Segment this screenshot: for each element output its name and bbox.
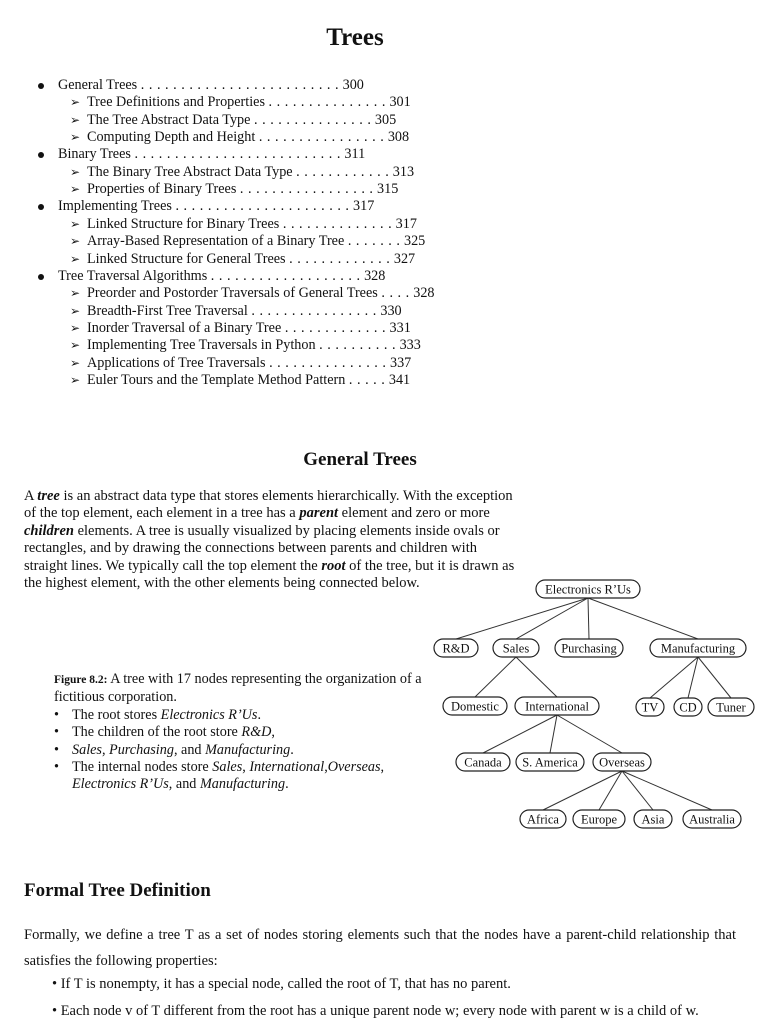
toc-page-number: 317	[395, 215, 417, 232]
tree-node-label: Canada	[464, 755, 502, 770]
list-item: • The root stores Electronics R’Us.	[54, 707, 434, 724]
property-item: • Each node v of T different from the root has a unique parent node w; every node with parent w is a child of w.	[52, 1003, 699, 1019]
tree-node-label: Electronics R’Us	[545, 582, 631, 597]
toc-label: General Trees	[58, 77, 138, 93]
arrow-bullet-icon: ➢	[70, 234, 81, 249]
toc-leader-dots: . . . . . . . . . . . . . . .	[269, 354, 387, 371]
tree-node-label: Australia	[689, 812, 735, 827]
toc-label: Linked Structure for General Trees	[87, 250, 286, 267]
toc-leader-dots: . . . . . . . . . . . . . .	[282, 215, 393, 232]
tree-edge	[550, 715, 557, 753]
toc-label: Computing Depth and Height	[87, 129, 256, 146]
toc-leader-dots: . . . . . . . . . . . . . . . . . . . . . . . . . .	[134, 146, 341, 163]
term-tree: tree	[37, 488, 60, 504]
tree-node-label: R&D	[442, 641, 470, 656]
figure-label: Figure 8.2:	[54, 674, 108, 686]
toc-label: Binary Trees	[58, 146, 131, 163]
tree-edge	[516, 598, 588, 639]
tree-node-label: Africa	[527, 812, 559, 827]
toc-label: Tree Traversal Algorithms	[58, 267, 208, 284]
toc-label: Preorder and Postorder Traversals of General Trees	[87, 285, 378, 302]
toc-leader-dots: . . . . .	[348, 371, 386, 388]
tree-node-overseas	[593, 753, 651, 771]
toc-label: Array-Based Representation of a Binary Tree	[87, 233, 345, 250]
list-item: • The internal nodes store Sales, International,Overseas, Electronics R’Us, and Manufacturing.	[54, 759, 434, 794]
tree-edge	[688, 657, 698, 698]
tree-node-manufacturing	[650, 639, 746, 657]
toc-chapter-entry	[58, 77, 364, 94]
toc-leader-dots: . . . . . . .	[347, 233, 401, 250]
intro-paragraph: A tree is an abstract data type that stores elements hierarchically. With the exception of the top element, each element in a tree has a parent element and zero or more children elements. A tree is usually visualized by placing elements inside ovals or rectangles, and by drawing the connections between parents and children with straight lines. We typically call the top element the root of the tree, but it is drawn as the highest element, with the other elements being connected below.	[24, 488, 515, 592]
toc-page-number: 308	[387, 129, 410, 146]
toc-page-number: 325	[403, 233, 426, 250]
toc-label: Linked Structure for Binary Trees	[87, 215, 280, 232]
tree-node-rd	[434, 639, 478, 657]
toc-leader-dots: . . . . . . . . . . . . . . . . .	[239, 181, 374, 198]
list-item: • Sales, Purchasing, and Manufacturing.	[54, 742, 434, 759]
tree-node-label: Manufacturing	[660, 641, 736, 656]
page-title: Trees	[326, 24, 384, 51]
toc-page-number: 333	[399, 337, 421, 354]
toc-page-number: 317	[353, 198, 375, 215]
org-tree-diagram	[425, 570, 755, 840]
arrow-bullet-icon: ➢	[70, 130, 81, 145]
toc-page-number: 300	[342, 77, 364, 93]
toc-page-number: 313	[392, 163, 415, 180]
arrow-bullet-icon: ➢	[70, 95, 81, 110]
toc-page-number: 328	[364, 267, 386, 284]
arrow-bullet-icon: ➢	[70, 303, 81, 318]
bullet-icon	[38, 152, 44, 158]
arrow-bullet-icon: ➢	[70, 112, 81, 127]
toc-leader-dots: . . . . . . . . . .	[319, 337, 397, 354]
toc-chapter-entry	[58, 146, 365, 163]
toc-label: Tree Definitions and Properties	[87, 94, 265, 111]
tree-node-label: CD	[679, 700, 697, 715]
toc-page-number: 305	[374, 111, 397, 128]
tree-node-canada	[456, 753, 510, 771]
list-item: • The children of the root store R&D,	[54, 724, 434, 741]
toc-label: Applications of Tree Traversals	[87, 354, 266, 371]
tree-node-samerica	[516, 753, 584, 771]
toc-section-entry	[87, 164, 414, 181]
bullet-icon	[38, 204, 44, 210]
arrow-bullet-icon: ➢	[70, 286, 81, 301]
tree-edge	[650, 657, 698, 698]
toc-page-number: 301	[389, 94, 411, 111]
toc-leader-dots: . . . . . . . . . . . . . . .	[254, 111, 372, 128]
toc-chapter-entry	[58, 198, 374, 215]
tree-node-domestic	[443, 697, 507, 715]
toc-page-number: 327	[393, 250, 416, 267]
arrow-bullet-icon: ➢	[70, 320, 81, 335]
toc-label: The Tree Abstract Data Type	[87, 111, 251, 128]
toc-section-entry	[87, 233, 425, 250]
toc-leader-dots: . . . . . . . . . . . . . . . .	[251, 302, 377, 319]
formal-paragraph: Formally, we define a tree T as a set of nodes storing elements such that the nodes have a parent-child relationship that satisfies the following properties:	[24, 927, 736, 969]
toc-leader-dots: . . . . . . . . . . . . . . . . . . . . . .	[175, 198, 350, 215]
toc-leader-dots: . . . . . . . . . . . .	[296, 163, 390, 180]
toc-label: Implementing Trees	[58, 198, 172, 215]
tree-edge	[557, 715, 622, 753]
tree-edge	[516, 657, 557, 697]
toc-leader-dots: . . . . . . . . . . . . . . . . . . .	[210, 267, 361, 284]
tree-edge	[622, 771, 712, 810]
tree-node-label: Asia	[641, 812, 665, 827]
tree-node-asia	[634, 810, 672, 828]
tree-node-label: International	[525, 699, 589, 714]
tree-node-label: Overseas	[599, 755, 645, 770]
toc-page-number: 330	[380, 302, 402, 319]
toc-page-number: 337	[389, 354, 412, 371]
tree-node-root	[536, 580, 640, 598]
toc-label: Breadth-First Tree Traversal	[87, 302, 248, 319]
arrow-bullet-icon: ➢	[70, 372, 81, 387]
toc-section-entry	[87, 112, 396, 129]
toc-label: The Binary Tree Abstract Data Type	[87, 163, 293, 180]
toc-page-number: 331	[389, 319, 411, 336]
tree-edge	[698, 657, 731, 698]
tree-node-label: Tuner	[716, 700, 746, 715]
toc-leader-dots: . . . . . . . . . . . . . . . . . . . . . . . . .	[140, 77, 340, 93]
tree-edge	[622, 771, 653, 810]
term-root: root	[321, 557, 346, 574]
toc-label: Inorder Traversal of a Binary Tree	[87, 319, 282, 336]
tree-node-europe	[573, 810, 625, 828]
figure-caption: Figure 8.2: A tree with 17 nodes representing the organization of a fictitious corporation. • The root stores Electronics R’Us. • The children of the root store R&D, • Sales, Purchasing, and Manufacturing. • The internal nodes store Sales, International,Overseas, Electronics R’Us, and Manufacturing.	[54, 671, 434, 794]
tree-node-tv	[636, 698, 664, 716]
tree-node-label: Domestic	[451, 699, 499, 714]
tree-edge	[456, 598, 588, 639]
arrow-bullet-icon: ➢	[70, 338, 81, 353]
toc-label: Euler Tours and the Template Method Pattern	[87, 371, 346, 388]
tree-edge	[588, 598, 698, 639]
toc-leader-dots: . . . .	[381, 285, 410, 302]
toc-page-number: 311	[344, 146, 366, 163]
term-parent: parent	[299, 505, 339, 522]
toc-section-entry	[87, 216, 417, 233]
toc-label: Properties of Binary Trees	[87, 181, 237, 198]
toc-section-entry	[87, 303, 402, 320]
toc-section-entry	[87, 320, 411, 337]
toc-section-entry	[87, 251, 415, 268]
property-item: • If T is nonempty, it has a special node, called the root of T, that has no parent.	[52, 976, 511, 992]
section-heading-general-trees: General Trees	[303, 449, 417, 470]
bullet-icon	[38, 274, 44, 280]
toc-section-entry	[87, 372, 410, 389]
arrow-bullet-icon: ➢	[70, 164, 81, 179]
toc-section-entry	[87, 129, 409, 146]
toc-leader-dots: . . . . . . . . . . . . . . . .	[258, 129, 385, 146]
toc-section-entry	[87, 337, 421, 354]
tree-node-label: S. America	[522, 755, 578, 770]
tree-node-australia	[683, 810, 741, 828]
figure-bullet-list	[54, 707, 434, 794]
toc-section-entry	[87, 285, 435, 302]
section-heading-formal-definition: Formal Tree Definition	[24, 880, 211, 901]
toc-leader-dots: . . . . . . . . . . . . .	[289, 250, 391, 267]
bullet-icon	[38, 83, 44, 89]
arrow-bullet-icon: ➢	[70, 355, 81, 370]
toc-section-entry	[87, 181, 398, 198]
tree-node-label: Purchasing	[561, 641, 617, 656]
toc-page-number: 341	[388, 371, 411, 388]
arrow-bullet-icon: ➢	[70, 216, 81, 231]
tree-node-label: Sales	[502, 641, 530, 656]
tree-node-africa	[520, 810, 566, 828]
tree-node-purchasing	[555, 639, 623, 657]
tree-node-cd	[674, 698, 702, 716]
toc-chapter-entry	[58, 268, 385, 285]
tree-edge	[475, 657, 516, 697]
arrow-bullet-icon: ➢	[70, 182, 81, 197]
toc-page-number: 328	[413, 285, 435, 302]
toc-leader-dots: . . . . . . . . . . . . .	[284, 319, 386, 336]
tree-node-sales	[493, 639, 539, 657]
term-children: children	[24, 522, 74, 539]
tree-node-label: Europe	[580, 812, 618, 827]
toc-page-number: 315	[377, 181, 399, 198]
toc-leader-dots: . . . . . . . . . . . . . . .	[268, 94, 386, 111]
tree-edge	[588, 598, 589, 639]
toc-label: Implementing Tree Traversals in Python	[87, 337, 316, 354]
tree-node-label: TV	[641, 700, 659, 715]
tree-edge	[483, 715, 557, 753]
toc-section-entry	[87, 355, 411, 372]
toc-section-entry	[87, 94, 411, 111]
tree-node-tuner	[708, 698, 754, 716]
tree-node-international	[515, 697, 599, 715]
arrow-bullet-icon: ➢	[70, 251, 81, 266]
